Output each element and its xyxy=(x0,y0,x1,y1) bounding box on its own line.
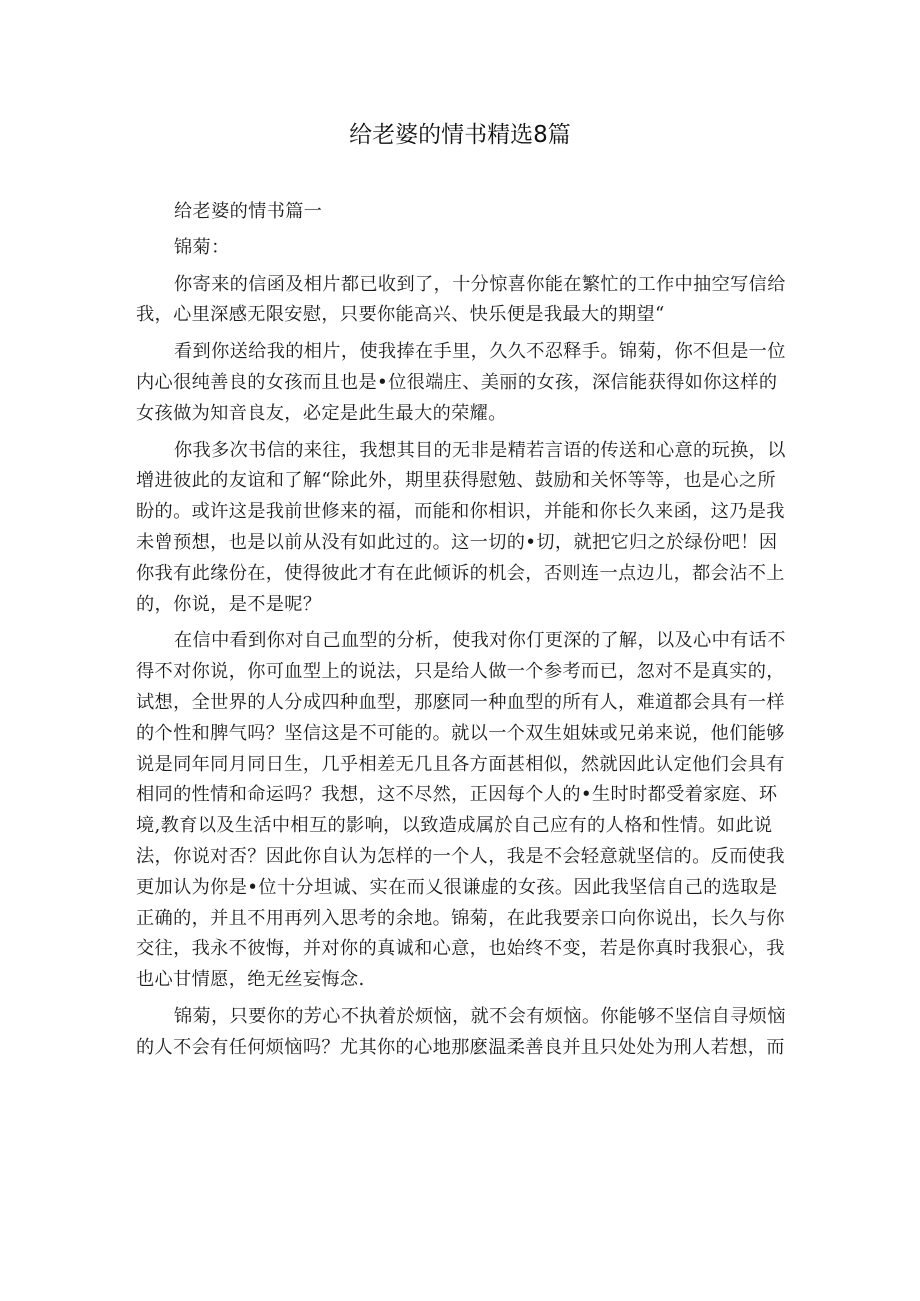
paragraph-3-line-6: 的，你说，是不是呢？ xyxy=(136,593,322,615)
paragraph-4-line-1: 在信中看到你对自己血型的分析，使我对你仃更深的了解，以及心中有话不 xyxy=(174,630,786,652)
document-body xyxy=(136,197,786,1064)
paragraph-4-line-6: 相同的性情和命运吗？我想，这不尽然，正因每个人的•生时时都受着家庭、环 xyxy=(136,784,778,806)
paragraph-5-line-1: 锦菊，只要你的芳心不执着於烦恼，就不会有烦恼。你能够不坚信自寻烦恼 xyxy=(174,1005,786,1027)
paragraph-4-line-10: 正确的，并且不用再列入思考的余地。锦菊，在此我要亲口向你说出，长久与你 xyxy=(136,907,785,929)
salutation: 锦菊： xyxy=(174,236,230,258)
paragraph-1-line-1: 你寄来的信函及相片都已收到了，十分惊喜你能在繁忙的工作中抽空写信给 xyxy=(174,273,786,295)
paragraph-4-line-2: 得不对你说，你可血型上的说法，只是给人做一个参考而已，忽对不是真实的， xyxy=(136,661,785,683)
paragraph-2-line-2: 内心很纯善良的女孩而且也是•位很端庄、美丽的女孩，深信能获得如你这样的 xyxy=(136,371,778,393)
paragraph-4-line-3: 试想，全世界的人分成四种血型，那麽同一种血型的所有人，难道都会具有一样 xyxy=(136,691,785,713)
paragraph-2-line-3: 女孩做为知音良友，必定是此生最大的荣耀。 xyxy=(136,402,507,424)
paragraph-3-line-1: 你我多次书信的来往，我想其目的无非是精若言语的传送和心意的玩换，以 xyxy=(174,439,786,461)
document-title: 给老婆的情书精选8篇 xyxy=(349,122,571,148)
paragraph-4-line-12: 也心甘情愿，绝无丝妄悔念. xyxy=(136,969,365,991)
paragraph-4-line-8: 法，你说对否？因此你自认为怎样的一个人，我是不会轻意就坚信的。反而使我 xyxy=(136,845,785,867)
paragraph-4-line-4: 的个性和脾气吗？坚信这是不可能的。就以一个双生姐妹或兄弟来说，他们能够 xyxy=(136,722,785,744)
paragraph-3-line-5: 你我有此缘份在，使得彼此才有在此倾诉的机会，否则连一点边儿，都会沾不上 xyxy=(136,562,785,584)
section-heading: 给老婆的情书篇一 xyxy=(174,201,323,222)
paragraph-1-line-2: 我，心里深感无限安慰，只要你能高兴、快乐便是我最大的期望“ xyxy=(136,304,665,326)
paragraph-4-line-7: 境,教育以及生活中相互的影响，以致造成属於自己应有的人格和性情。如此说 xyxy=(136,815,773,837)
paragraph-4-line-9: 更加认为你是•位十分坦诚、实在而乂很谦虚的女孩。因此我坚信自己的选取是 xyxy=(136,876,778,898)
paragraph-3-line-4: 未曾预想，也是以前从没有如此过的。这一切的•切，就把它归之於绿份吧！因 xyxy=(136,531,778,553)
paragraph-3-line-2: 增进彼此的友谊和了解“除此外，期里获得慰勉、鼓励和关怀等等，也是心之所 xyxy=(136,470,776,492)
paragraph-2-line-1: 看到你送给我的相片，使我捧在手里，久久不忍释手。锦菊，你不但是一位 xyxy=(174,341,786,363)
paragraph-3-line-3: 盼的。或许这是我前世修来的福，而能和你相识，并能和你长久来函，这乃是我 xyxy=(136,501,785,523)
paragraph-4-line-5: 说是同年同月同日生，几乎相差无几且各方面甚相似，然就因此认定他们会具有 xyxy=(136,753,785,775)
paragraph-5-line-2: 的人不会有任何烦恼吗？尤其你的心地那麽温柔善良并且只处处为刑人若想，而 xyxy=(136,1036,785,1058)
paragraph-4-line-11: 交往，我永不彼悔，并对你的真诚和心意，也始终不变，若是你真时我狠心，我 xyxy=(136,938,785,960)
